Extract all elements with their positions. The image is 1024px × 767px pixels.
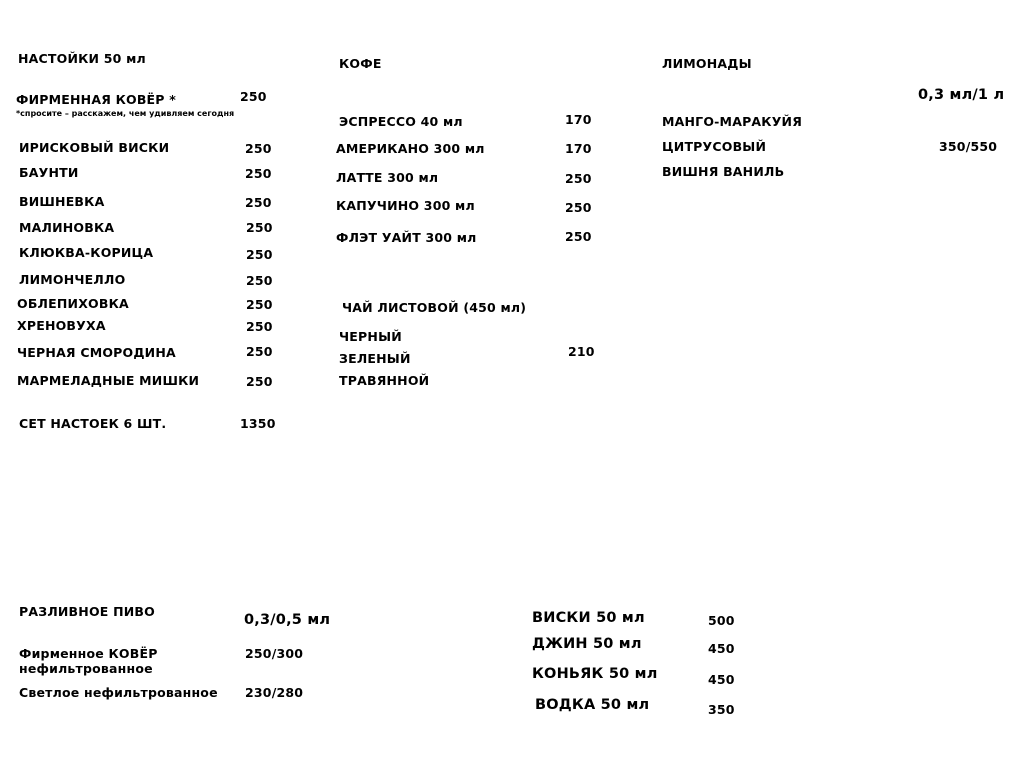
coffee-heading: КОФЕ [339,56,382,71]
tea-heading: ЧАЙ ЛИСТОВОЙ (450 мл) [342,300,527,315]
nastoyki-set-price: 1350 [240,416,276,431]
nastoyka-price: 250 [245,166,272,181]
coffee-item-price: 250 [565,171,592,186]
lemonade-item-name: МАНГО-МАРАКУЙЯ [662,114,803,129]
signature-nastoyka-name: ФИРМЕННАЯ КОВЁР * [16,92,176,107]
tea-item-name: ЧЕРНЫЙ [339,329,402,344]
tea-item-name: ЗЕЛЕНЫЙ [339,351,411,366]
coffee-item-price: 170 [565,141,592,156]
nastoyka-name: МАРМЕЛАДНЫЕ МИШКИ [17,373,200,388]
coffee-item-price: 250 [565,200,592,215]
nastoyka-price: 250 [246,344,273,359]
beer-item-price: 250/300 [245,646,304,661]
tea-item-name: ТРАВЯННОЙ [339,373,430,388]
coffee-item-name: ФЛЭТ УАЙТ 300 мл [336,230,477,245]
beer-item-price: 230/280 [245,685,304,700]
spirit-item-price: 450 [708,672,735,687]
coffee-item-price: 170 [565,112,592,127]
beer-heading: РАЗЛИВНОЕ ПИВО [19,604,155,619]
nastoyka-name: ВИШНЕВКА [19,194,105,209]
lemonades-volume: 0,3 мл/1 л [918,87,1005,103]
spirit-item-price: 450 [708,641,735,656]
nastoyka-name: МАЛИНОВКА [19,220,115,235]
nastoyka-name: ИРИСКОВЫЙ ВИСКИ [19,140,170,155]
nastoyki-heading: НАСТОЙКИ 50 мл [18,51,146,66]
nastoyka-name: ЛИМОНЧЕЛЛО [19,272,126,287]
nastoyka-name: КЛЮКВА-КОРИЦА [19,245,154,260]
nastoyka-price: 250 [245,195,272,210]
nastoyka-name: ЧЕРНАЯ СМОРОДИНА [17,345,176,360]
coffee-item-name: ЭСПРЕССО 40 мл [339,114,463,129]
spirit-item-price: 500 [708,613,735,628]
signature-nastoyka-note: *спросите – расскажем, чем удивляем сегодня [16,109,235,118]
lemonades-heading: ЛИМОНАДЫ [662,56,752,71]
nastoyka-price: 250 [246,220,273,235]
spirit-item-name: ВОДКА 50 мл [535,697,650,713]
nastoyki-set-name: СЕТ НАСТОЕК 6 ШТ. [19,416,167,431]
nastoyka-price: 250 [246,273,273,288]
nastoyka-name: ОБЛЕПИХОВКА [17,296,129,311]
nastoyka-price: 250 [246,374,273,389]
coffee-item-name: АМЕРИКАНО 300 мл [336,141,485,156]
beer-volume: 0,3/0,5 мл [244,612,331,628]
spirit-item-name: КОНЬЯК 50 мл [532,666,658,682]
lemonades-price: 350/550 [939,139,998,154]
nastoyka-price: 250 [246,297,273,312]
coffee-item-name: ЛАТТЕ 300 мл [336,170,439,185]
beer-item-name-line2: нефильтрованное [19,661,153,676]
nastoyka-name: ХРЕНОВУХА [17,318,106,333]
beer-item-name: Фирменное КОВЁР [19,646,158,661]
coffee-item-name: КАПУЧИНО 300 мл [336,198,475,213]
spirit-item-price: 350 [708,702,735,717]
signature-nastoyka-price: 250 [240,89,267,104]
spirit-item-name: ВИСКИ 50 мл [532,610,645,626]
beer-item-name: Светлое нефильтрованное [19,685,218,700]
nastoyka-price: 250 [245,141,272,156]
coffee-item-price: 250 [565,229,592,244]
lemonade-item-name: ВИШНЯ ВАНИЛЬ [662,164,785,179]
tea-price: 210 [568,344,595,359]
spirit-item-name: ДЖИН 50 мл [532,636,642,652]
nastoyka-price: 250 [246,247,273,262]
nastoyka-name: БАУНТИ [19,165,79,180]
nastoyka-price: 250 [246,319,273,334]
lemonade-item-name: ЦИТРУСОВЫЙ [662,139,767,154]
